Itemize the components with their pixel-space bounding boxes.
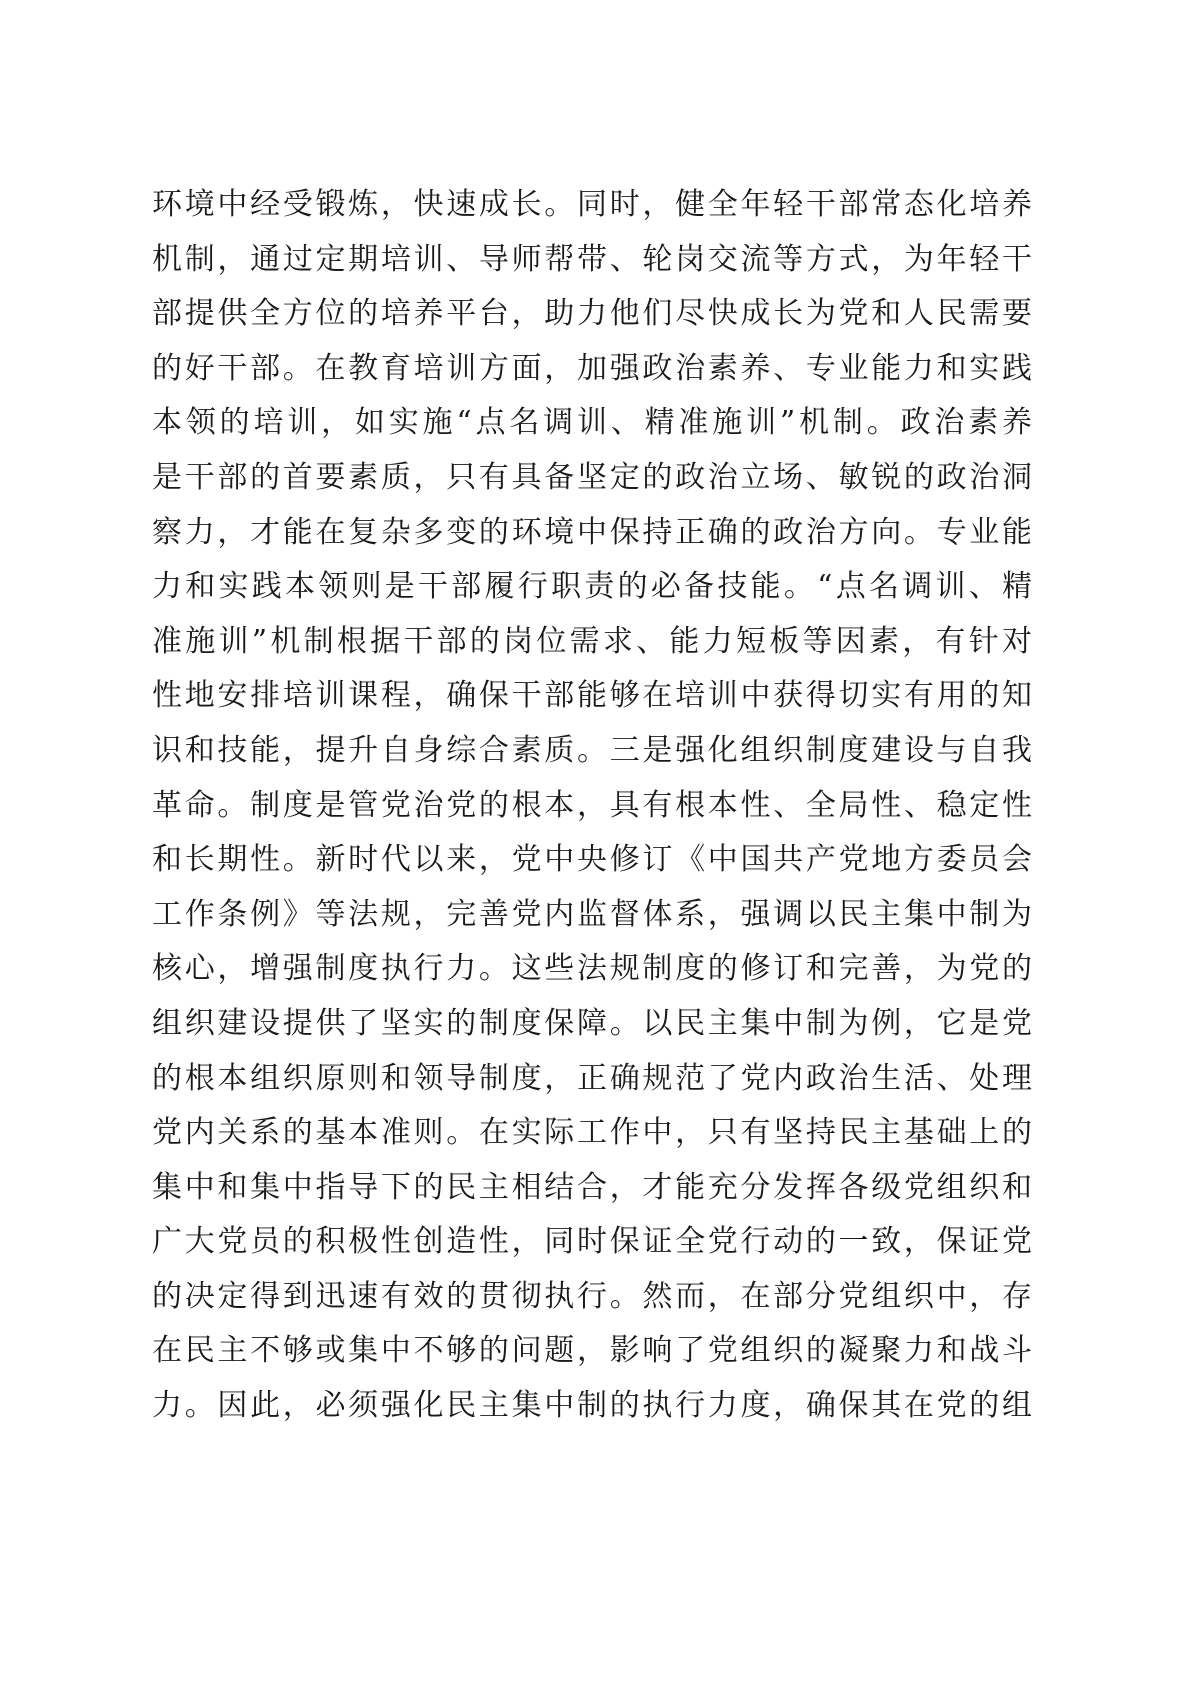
text-line: 组织建设提供了坚实的制度保障。以民主集中制为例，它是党 <box>152 1005 1032 1041</box>
text-line: 党内关系的基本准则。在实际工作中，只有坚持民主基础上的 <box>152 1115 1032 1151</box>
text-line: 的根本组织原则和领导制度，正确规范了党内政治生活、处理 <box>152 1060 1032 1096</box>
text-line: 力和实践本领则是干部履行职责的必备技能。“点名调训、精 <box>152 569 1032 605</box>
text-line: 集中和集中指导下的民主相结合，才能充分发挥各级党组织和 <box>152 1169 1032 1205</box>
text-line: 察力，才能在复杂多变的环境中保持正确的政治方向。专业能 <box>152 514 1032 550</box>
text-line: 性地安排培训课程，确保干部能够在培训中获得切实有用的知 <box>152 678 1032 714</box>
text-line: 本领的培训，如实施“点名调训、精准施训”机制。政治素养 <box>152 405 1032 441</box>
text-line: 工作条例》等法规，完善党内监督体系，强调以民主集中制为 <box>152 896 1032 932</box>
text-line: 部提供全方位的培养平台，助力他们尽快成长为党和人民需要 <box>152 296 1032 332</box>
text-line: 准施训”机制根据干部的岗位需求、能力短板等因素，有针对 <box>152 623 1032 659</box>
text-line: 和长期性。新时代以来，党中央修订《中国共产党地方委员会 <box>152 842 1032 878</box>
text-line: 核心，增强制度执行力。这些法规制度的修订和完善，为党的 <box>152 951 1032 987</box>
text-line: 广大党员的积极性创造性，同时保证全党行动的一致，保证党 <box>152 1224 1032 1260</box>
text-line: 机制，通过定期培训、导师帮带、轮岗交流等方式，为年轻干 <box>152 241 1032 277</box>
text-line: 的好干部。在教育培训方面，加强政治素养、专业能力和实践 <box>152 350 1032 386</box>
text-line: 是干部的首要素质，只有具备坚定的政治立场、敏锐的政治洞 <box>152 459 1032 495</box>
text-line: 识和技能，提升自身综合素质。三是强化组织制度建设与自我 <box>152 732 1032 768</box>
text-line: 力。因此，必须强化民主集中制的执行力度，确保其在党的组 <box>152 1388 1032 1424</box>
text-line: 在民主不够或集中不够的问题，影响了党组织的凝聚力和战斗 <box>152 1333 1032 1369</box>
text-line: 革命。制度是管党治党的根本，具有根本性、全局性、稳定性 <box>152 787 1032 823</box>
text-line: 环境中经受锻炼，快速成长。同时，健全年轻干部常态化培养 <box>152 187 1032 222</box>
body-text <box>152 178 1032 1434</box>
text-line: 的决定得到迅速有效的贯彻执行。然而，在部分党组织中，存 <box>152 1278 1032 1314</box>
